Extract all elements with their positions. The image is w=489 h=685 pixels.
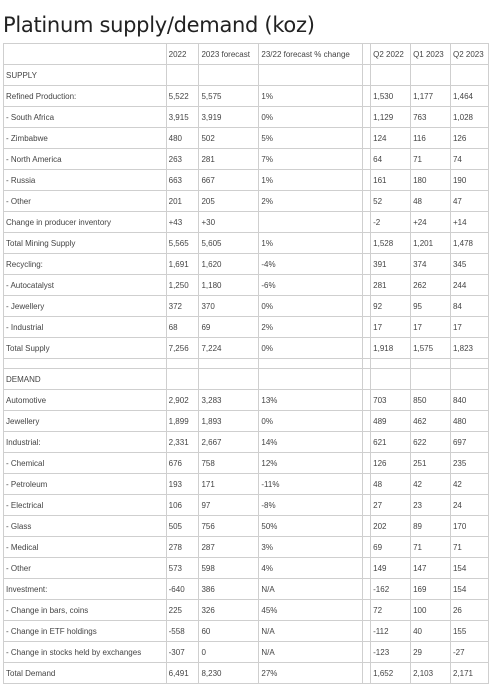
gap-cell (363, 149, 371, 170)
value-cell: 6,491 (166, 663, 199, 684)
table-row (4, 338, 489, 359)
table-row (4, 296, 489, 317)
value-cell: 124 (371, 128, 411, 149)
value-cell: 1,464 (450, 86, 488, 107)
table-row (4, 621, 489, 642)
value-cell: 1,575 (411, 338, 451, 359)
value-cell: 169 (411, 579, 451, 600)
table-row (4, 107, 489, 128)
value-cell: 12% (259, 453, 363, 474)
table-row (4, 411, 489, 432)
value-cell: 126 (371, 453, 411, 474)
row-label: Change in producer inventory (4, 212, 167, 233)
value-cell: 1,823 (450, 338, 488, 359)
row-label: Total Mining Supply (4, 233, 167, 254)
value-cell: 1,028 (450, 107, 488, 128)
column-header: 2022 (166, 44, 199, 65)
page-title: Platinum supply/demand (koz) (3, 13, 315, 37)
column-header (363, 44, 371, 65)
row-label: Total Demand (4, 663, 167, 684)
gap-cell (363, 432, 371, 453)
value-cell: 97 (199, 495, 259, 516)
value-cell: -162 (371, 579, 411, 600)
value-cell: 205 (199, 191, 259, 212)
table-row (4, 275, 489, 296)
value-cell: 171 (199, 474, 259, 495)
gap-cell (363, 621, 371, 642)
value-cell: 480 (166, 128, 199, 149)
value-cell: 42 (450, 474, 488, 495)
value-cell: -27 (450, 642, 488, 663)
value-cell: 47 (450, 191, 488, 212)
value-cell: 92 (371, 296, 411, 317)
row-label: - Autocatalyst (4, 275, 167, 296)
row-label: - Other (4, 558, 167, 579)
empty-cell (259, 369, 363, 390)
empty-cell (411, 359, 451, 369)
value-cell: 391 (371, 254, 411, 275)
table-row (4, 432, 489, 453)
value-cell: 345 (450, 254, 488, 275)
value-cell: 23 (411, 495, 451, 516)
column-header: 23/22 forecast % change (259, 44, 363, 65)
value-cell: 180 (411, 170, 451, 191)
value-cell: 5,565 (166, 233, 199, 254)
empty-cell (259, 65, 363, 86)
value-cell: 0 (199, 642, 259, 663)
gap-cell (363, 254, 371, 275)
value-cell: 676 (166, 453, 199, 474)
value-cell: 1,250 (166, 275, 199, 296)
value-cell: 201 (166, 191, 199, 212)
gap-cell (363, 579, 371, 600)
gap-cell (363, 296, 371, 317)
value-cell: 1,918 (371, 338, 411, 359)
row-label: - North America (4, 149, 167, 170)
table-row (4, 149, 489, 170)
value-cell: 17 (411, 317, 451, 338)
value-cell: 2% (259, 317, 363, 338)
supply-demand-table (3, 43, 489, 684)
row-label: - Russia (4, 170, 167, 191)
value-cell: +24 (411, 212, 451, 233)
gap-cell (363, 474, 371, 495)
section-heading: SUPPLY (4, 65, 167, 86)
value-cell: 52 (371, 191, 411, 212)
empty-cell (411, 65, 451, 86)
value-cell: 1% (259, 170, 363, 191)
value-cell: 235 (450, 453, 488, 474)
value-cell: 29 (411, 642, 451, 663)
value-cell: 60 (199, 621, 259, 642)
value-cell: -11% (259, 474, 363, 495)
value-cell: 663 (166, 170, 199, 191)
table-row (4, 128, 489, 149)
row-label: Refined Production: (4, 86, 167, 107)
value-cell: 154 (450, 579, 488, 600)
value-cell: 7,256 (166, 338, 199, 359)
value-cell: 3,915 (166, 107, 199, 128)
value-cell: 7,224 (199, 338, 259, 359)
value-cell: 2,331 (166, 432, 199, 453)
value-cell: 370 (199, 296, 259, 317)
value-cell: 0% (259, 296, 363, 317)
empty-cell (371, 369, 411, 390)
value-cell: N/A (259, 579, 363, 600)
value-cell: 505 (166, 516, 199, 537)
value-cell: 161 (371, 170, 411, 191)
gap-cell (363, 338, 371, 359)
column-header: Q2 2022 (371, 44, 411, 65)
column-header: Q2 2023 (450, 44, 488, 65)
row-label: - Industrial (4, 317, 167, 338)
value-cell: 281 (371, 275, 411, 296)
row-label: Automotive (4, 390, 167, 411)
value-cell: 89 (411, 516, 451, 537)
row-label: - Petroleum (4, 474, 167, 495)
table-row (4, 170, 489, 191)
table-row (4, 86, 489, 107)
value-cell: 622 (411, 432, 451, 453)
table-header-row (4, 44, 489, 65)
value-cell: 281 (199, 149, 259, 170)
value-cell: 0% (259, 107, 363, 128)
gap-cell (363, 411, 371, 432)
value-cell: 1,893 (199, 411, 259, 432)
row-label: Recycling: (4, 254, 167, 275)
value-cell: +14 (450, 212, 488, 233)
row-label: - Glass (4, 516, 167, 537)
empty-cell (199, 65, 259, 86)
value-cell: 95 (411, 296, 451, 317)
gap-cell (363, 453, 371, 474)
value-cell: -558 (166, 621, 199, 642)
row-label: - Other (4, 191, 167, 212)
value-cell: 251 (411, 453, 451, 474)
value-cell (259, 212, 363, 233)
section-heading-row (4, 65, 489, 86)
table-row (4, 495, 489, 516)
gap-cell (363, 537, 371, 558)
value-cell: 489 (371, 411, 411, 432)
empty-cell (259, 359, 363, 369)
value-cell: 13% (259, 390, 363, 411)
value-cell: 24 (450, 495, 488, 516)
table-row (4, 453, 489, 474)
row-label: - Change in ETF holdings (4, 621, 167, 642)
value-cell: 480 (450, 411, 488, 432)
value-cell: 147 (411, 558, 451, 579)
value-cell: 48 (411, 191, 451, 212)
value-cell: N/A (259, 621, 363, 642)
value-cell: N/A (259, 642, 363, 663)
value-cell: 69 (371, 537, 411, 558)
value-cell: 7% (259, 149, 363, 170)
gap-cell (363, 495, 371, 516)
gap-cell (363, 191, 371, 212)
value-cell: 1,691 (166, 254, 199, 275)
value-cell: 71 (411, 537, 451, 558)
value-cell: 27% (259, 663, 363, 684)
value-cell: 2,902 (166, 390, 199, 411)
column-header: 2023 forecast (199, 44, 259, 65)
value-cell: 262 (411, 275, 451, 296)
value-cell: 263 (166, 149, 199, 170)
value-cell: 149 (371, 558, 411, 579)
row-label: - Change in stocks held by exchanges (4, 642, 167, 663)
value-cell: 17 (371, 317, 411, 338)
gap-cell (363, 390, 371, 411)
value-cell: 386 (199, 579, 259, 600)
section-heading-row (4, 369, 489, 390)
value-cell: 40 (411, 621, 451, 642)
value-cell: 2% (259, 191, 363, 212)
value-cell: 758 (199, 453, 259, 474)
value-cell: 155 (450, 621, 488, 642)
empty-cell (166, 65, 199, 86)
value-cell: 502 (199, 128, 259, 149)
value-cell: 8,230 (199, 663, 259, 684)
value-cell: 48 (371, 474, 411, 495)
value-cell: 621 (371, 432, 411, 453)
gap-cell (363, 516, 371, 537)
gap-cell (363, 233, 371, 254)
value-cell: 193 (166, 474, 199, 495)
value-cell: +43 (166, 212, 199, 233)
table-row (4, 516, 489, 537)
gap-cell (363, 170, 371, 191)
value-cell: 1% (259, 233, 363, 254)
value-cell: 2,103 (411, 663, 451, 684)
row-label: Jewellery (4, 411, 167, 432)
empty-cell (450, 369, 488, 390)
value-cell: 71 (450, 537, 488, 558)
value-cell: 5% (259, 128, 363, 149)
value-cell: 17 (450, 317, 488, 338)
table-row (4, 558, 489, 579)
row-label: Total Supply (4, 338, 167, 359)
row-label: Industrial: (4, 432, 167, 453)
gap-cell (363, 663, 371, 684)
value-cell: +30 (199, 212, 259, 233)
value-cell: 69 (199, 317, 259, 338)
empty-cell (166, 369, 199, 390)
value-cell: 1,652 (371, 663, 411, 684)
column-header (4, 44, 167, 65)
value-cell: 14% (259, 432, 363, 453)
empty-cell (371, 65, 411, 86)
value-cell: 1% (259, 86, 363, 107)
value-cell: 190 (450, 170, 488, 191)
empty-cell (199, 369, 259, 390)
value-cell: 170 (450, 516, 488, 537)
value-cell: 840 (450, 390, 488, 411)
value-cell: 244 (450, 275, 488, 296)
value-cell: 74 (450, 149, 488, 170)
value-cell: 5,575 (199, 86, 259, 107)
value-cell: 64 (371, 149, 411, 170)
value-cell: 598 (199, 558, 259, 579)
value-cell: -6% (259, 275, 363, 296)
value-cell: 154 (450, 558, 488, 579)
table-row (4, 663, 489, 684)
value-cell: 2,171 (450, 663, 488, 684)
value-cell: 703 (371, 390, 411, 411)
empty-cell (371, 359, 411, 369)
empty-cell (363, 359, 371, 369)
table-row (4, 474, 489, 495)
table-row (4, 317, 489, 338)
gap-cell (363, 128, 371, 149)
table-row (4, 537, 489, 558)
value-cell: 72 (371, 600, 411, 621)
value-cell: 3% (259, 537, 363, 558)
value-cell: -2 (371, 212, 411, 233)
value-cell: 0% (259, 338, 363, 359)
value-cell: 697 (450, 432, 488, 453)
value-cell: 27 (371, 495, 411, 516)
row-label: Investment: (4, 579, 167, 600)
table-body (4, 65, 489, 684)
empty-cell (450, 359, 488, 369)
value-cell: -8% (259, 495, 363, 516)
row-label: - Chemical (4, 453, 167, 474)
gap-cell (363, 317, 371, 338)
value-cell: 42 (411, 474, 451, 495)
value-cell: 850 (411, 390, 451, 411)
value-cell: 45% (259, 600, 363, 621)
value-cell: 287 (199, 537, 259, 558)
value-cell: 71 (411, 149, 451, 170)
value-cell: -307 (166, 642, 199, 663)
value-cell: 1,899 (166, 411, 199, 432)
value-cell: 667 (199, 170, 259, 191)
value-cell: 2,667 (199, 432, 259, 453)
empty-cell (450, 65, 488, 86)
value-cell: 100 (411, 600, 451, 621)
value-cell: 326 (199, 600, 259, 621)
row-label: - Electrical (4, 495, 167, 516)
table-row (4, 600, 489, 621)
value-cell: 374 (411, 254, 451, 275)
value-cell: 1,620 (199, 254, 259, 275)
empty-cell (4, 359, 167, 369)
empty-cell (411, 369, 451, 390)
gap-cell (363, 558, 371, 579)
value-cell: 5,605 (199, 233, 259, 254)
gap-cell (363, 86, 371, 107)
table-row (4, 212, 489, 233)
row-label: - Jewellery (4, 296, 167, 317)
empty-cell (363, 369, 371, 390)
value-cell: 1,201 (411, 233, 451, 254)
gap-cell (363, 600, 371, 621)
table-row (4, 191, 489, 212)
value-cell: -123 (371, 642, 411, 663)
gap-cell (363, 275, 371, 296)
value-cell: 50% (259, 516, 363, 537)
value-cell: 763 (411, 107, 451, 128)
value-cell: 1,180 (199, 275, 259, 296)
table-row (4, 642, 489, 663)
empty-cell (363, 65, 371, 86)
section-heading: DEMAND (4, 369, 167, 390)
value-cell: 1,129 (371, 107, 411, 128)
value-cell: 372 (166, 296, 199, 317)
value-cell: 1,177 (411, 86, 451, 107)
row-label: - Change in bars, coins (4, 600, 167, 621)
value-cell: 462 (411, 411, 451, 432)
value-cell: 126 (450, 128, 488, 149)
gap-cell (363, 212, 371, 233)
value-cell: -4% (259, 254, 363, 275)
value-cell: 5,522 (166, 86, 199, 107)
value-cell: 3,919 (199, 107, 259, 128)
spacer-row (4, 359, 489, 369)
value-cell: 225 (166, 600, 199, 621)
empty-cell (199, 359, 259, 369)
row-label: - South Africa (4, 107, 167, 128)
table-row (4, 579, 489, 600)
value-cell: -112 (371, 621, 411, 642)
value-cell: 4% (259, 558, 363, 579)
value-cell: 1,528 (371, 233, 411, 254)
value-cell: 1,478 (450, 233, 488, 254)
value-cell: 278 (166, 537, 199, 558)
empty-cell (166, 359, 199, 369)
value-cell: 26 (450, 600, 488, 621)
value-cell: 573 (166, 558, 199, 579)
row-label: - Medical (4, 537, 167, 558)
table-row (4, 254, 489, 275)
value-cell: 68 (166, 317, 199, 338)
value-cell: 756 (199, 516, 259, 537)
value-cell: 0% (259, 411, 363, 432)
table-row (4, 233, 489, 254)
gap-cell (363, 107, 371, 128)
row-label: - Zimbabwe (4, 128, 167, 149)
value-cell: 116 (411, 128, 451, 149)
column-header: Q1 2023 (411, 44, 451, 65)
value-cell: 106 (166, 495, 199, 516)
value-cell: 202 (371, 516, 411, 537)
value-cell: 1,530 (371, 86, 411, 107)
value-cell: 84 (450, 296, 488, 317)
value-cell: 3,283 (199, 390, 259, 411)
gap-cell (363, 642, 371, 663)
table-row (4, 390, 489, 411)
value-cell: -640 (166, 579, 199, 600)
